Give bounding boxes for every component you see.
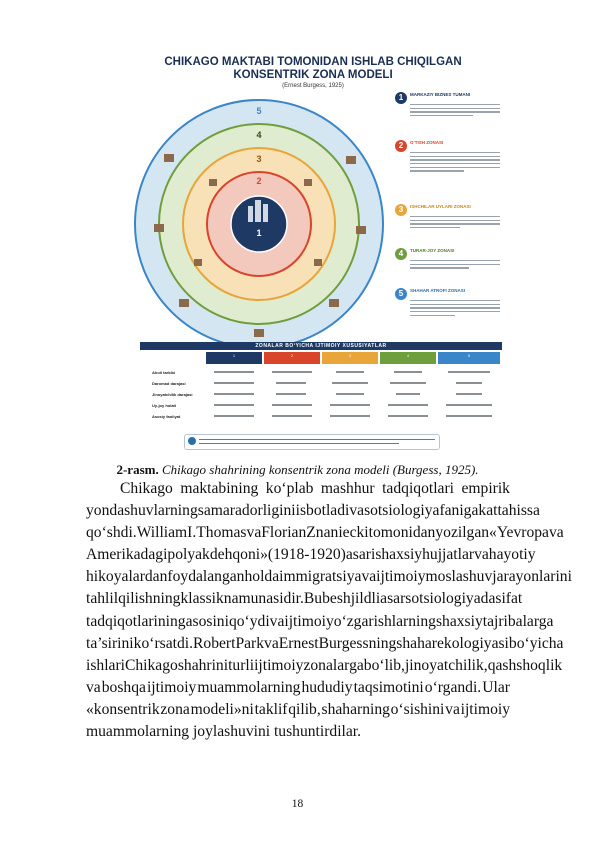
paragraph-line: va boshqa ijtimoiy muammolarning hududiy taqsimotini o‘rgandi. Ular	[86, 678, 510, 696]
svg-text:5: 5	[256, 106, 262, 116]
table-row-label: Asosiy faoliyat	[152, 414, 181, 419]
paragraph-line: Chikago maktabining ko‘plab mashhur tadqiqotlari empirik	[120, 480, 510, 497]
svg-text:4: 4	[256, 130, 262, 140]
paragraph-line: yondashuvlarning samaradorligini isbotladi va sotsiologiya faniga katta hissa	[86, 502, 540, 520]
table-row	[140, 379, 502, 389]
legend-title-3: ISHCHILAR UYLARI ZONASI	[410, 204, 471, 209]
table-row-label: Jinoyatchilik darajasi	[152, 392, 193, 397]
svg-text:2: 2	[256, 176, 262, 186]
figure-title-line2: KONSENTRIK ZONA MODELI	[233, 69, 393, 81]
legend-number-3: 3	[395, 204, 407, 216]
legend-number-2: 2	[395, 140, 407, 152]
table-col-5: 5	[438, 352, 500, 364]
figure-title-note: (Ernest Burgess, 1925)	[282, 83, 344, 89]
zone-characteristics-table	[140, 342, 502, 432]
figure-caption	[0, 462, 595, 478]
table-col-2: 2	[264, 352, 320, 364]
paragraph-line: tadqiqotlarining asosini qo‘ydi va ijtimoiy o‘zgarishlarning shaxsiy tajribalarga	[86, 612, 554, 630]
concentric-rings-diagram	[124, 94, 394, 349]
table-row	[140, 412, 502, 422]
table-col-3: 3	[322, 352, 378, 364]
table-row	[140, 401, 502, 411]
figure-title-line1: CHIKAGO MAKTABI TOMONIDAN ISHLAB CHIQILGAN	[164, 56, 462, 68]
legend-title-5: SHAHAR ATROFI ZONASI	[410, 288, 465, 293]
paragraph-line: hikoyalardan foydalangan holda immigratsiya va ijtimoiy moslashuv jarayonlarini	[86, 568, 572, 586]
figure-footnote-box	[184, 434, 440, 450]
table-col-4: 4	[380, 352, 436, 364]
figure-concentric-zone-model	[118, 48, 508, 456]
table-col-1: 1	[206, 352, 262, 364]
paragraph-line: Amerikadagi polyak dehqoni» (1918-1920) asari shaxsiy hujjatlar va hayotiy	[86, 546, 536, 564]
svg-text:3: 3	[256, 154, 262, 164]
table-row-label: Daromad darajasi	[152, 381, 186, 386]
paragraph-line: ishlari Chikago shahrini turli ijtimoiy zonalarga bo‘lib, jinoyatchilik, qashshoqlik	[86, 656, 563, 674]
caption-text: Chikago shahrining konsentrik zona modeli (Burgess, 1925).	[161, 462, 479, 477]
legend-number-5: 5	[395, 288, 407, 300]
legend-number-1: 1	[395, 92, 407, 104]
table-row	[140, 390, 502, 400]
info-icon	[188, 437, 196, 445]
paragraph-line: tahlil qilishning klassik namunasidir. Bu besh jildli asar sotsiologiyada sifat	[86, 590, 523, 608]
page-number: 18	[291, 798, 304, 810]
svg-text:1: 1	[256, 228, 262, 238]
caption-label: 2-rasm.	[116, 462, 159, 477]
zone-legend	[394, 92, 504, 352]
body-paragraph	[86, 478, 572, 743]
table-row-label: Aholi tarkibi	[152, 370, 176, 375]
table-title: ZONALAR BO‘YICHA IJTIMOIY XUSUSIYATLAR	[140, 342, 502, 350]
legend-title-2: O‘TISH ZONASI	[410, 140, 444, 145]
table-row	[140, 368, 502, 378]
legend-number-4: 4	[395, 248, 407, 260]
legend-title-4: TURAR-JOY ZONASI	[410, 248, 455, 253]
paragraph-line: qo‘shdi. William I. Thomas va Florian Znaniecki tomonidan yozilgan «Yevropa va	[86, 524, 564, 542]
paragraph-line: muammolarning joylashuvini tushuntirdilar.	[86, 723, 362, 741]
paragraph-line: «konsentrik zona modeli»ni taklif qilib, shaharning o‘sishini va ijtimoiy	[86, 700, 510, 718]
paragraph-line: ta’sirini ko‘rsatdi. Robert Park va Ernest Burgessning shahar ekologiyasi bo‘yicha	[86, 634, 564, 652]
table-row-label: Uy-joy holati	[152, 403, 177, 408]
legend-title-1: MARKAZIY BIZNES TUMANI	[410, 92, 471, 97]
